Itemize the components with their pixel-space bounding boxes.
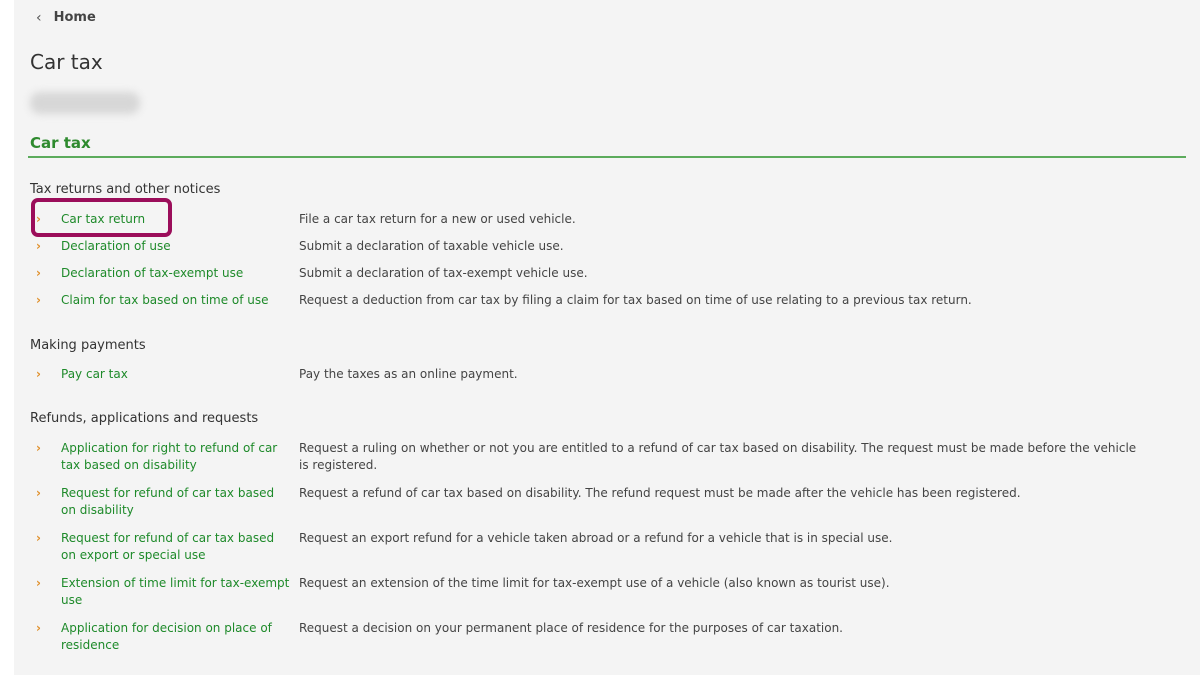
chevron-right-icon: › bbox=[36, 266, 41, 280]
link-claim-time-of-use[interactable]: Claim for tax based on time of use bbox=[61, 293, 269, 307]
link-decision-place-of-residence[interactable]: Application for decision on place of residence bbox=[61, 621, 272, 652]
chevron-left-icon: ‹ bbox=[36, 10, 42, 26]
section-title: Refunds, applications and requests bbox=[30, 411, 259, 426]
tab-bar bbox=[28, 130, 1186, 160]
link-car-tax-return[interactable]: Car tax return bbox=[61, 212, 146, 226]
link-application-refund-disability[interactable]: Application for right to refund of car tax based on disability bbox=[61, 441, 278, 472]
link-declaration-of-use[interactable]: Declaration of use bbox=[61, 239, 171, 253]
blurred-subtitle bbox=[30, 92, 140, 114]
section-title: Making payments bbox=[30, 338, 146, 353]
section-title: Tax returns and other notices bbox=[30, 182, 221, 197]
chevron-right-icon: › bbox=[36, 367, 41, 381]
item-description: Request a decision on your permanent place of residence for the purposes of car taxation. bbox=[299, 621, 843, 635]
chevron-right-icon: › bbox=[36, 212, 41, 226]
item-description: File a car tax return for a new or used vehicle. bbox=[299, 212, 576, 226]
item-description: Request an export refund for a vehicle taken abroad or a refund for a vehicle that is in special use. bbox=[299, 531, 893, 545]
chevron-right-icon: › bbox=[36, 293, 41, 307]
item-description: Request an extension of the time limit for tax-exempt use of a vehicle (also known as tourist use). bbox=[299, 576, 890, 590]
page bbox=[14, 0, 1200, 675]
item-description: Request a deduction from car tax by filing a claim for tax based on time of use relating to a previous tax return. bbox=[299, 293, 972, 307]
item-description: Request a ruling on whether or not you are entitled to a refund of car tax based on disability. The request must be made before the vehicle is registered. bbox=[299, 441, 1137, 472]
tab-car-tax[interactable]: Car tax bbox=[30, 134, 91, 158]
link-request-refund-export[interactable]: Request for refund of car tax based on export or special use bbox=[61, 531, 275, 562]
chevron-right-icon: › bbox=[36, 239, 41, 253]
link-declaration-tax-exempt-use[interactable]: Declaration of tax-exempt use bbox=[61, 266, 244, 280]
chevron-right-icon: › bbox=[36, 531, 41, 545]
chevron-right-icon: › bbox=[36, 621, 41, 635]
breadcrumb-home[interactable] bbox=[36, 9, 96, 27]
breadcrumb-label: Home bbox=[53, 10, 96, 25]
tab-underline bbox=[28, 156, 1186, 158]
chevron-right-icon: › bbox=[36, 576, 41, 590]
link-request-refund-disability[interactable]: Request for refund of car tax based on disability bbox=[61, 486, 275, 517]
item-description: Pay the taxes as an online payment. bbox=[299, 367, 518, 381]
link-pay-car-tax[interactable]: Pay car tax bbox=[61, 367, 128, 381]
page-title: Car tax bbox=[30, 50, 103, 74]
chevron-right-icon: › bbox=[36, 441, 41, 455]
item-description: Request a refund of car tax based on disability. The refund request must be made after the vehicle has been registered. bbox=[299, 486, 1021, 500]
item-description: Submit a declaration of taxable vehicle use. bbox=[299, 239, 564, 253]
item-description: Submit a declaration of tax-exempt vehicle use. bbox=[299, 266, 588, 280]
chevron-right-icon: › bbox=[36, 486, 41, 500]
link-extension-time-limit[interactable]: Extension of time limit for tax-exempt use bbox=[61, 576, 290, 607]
